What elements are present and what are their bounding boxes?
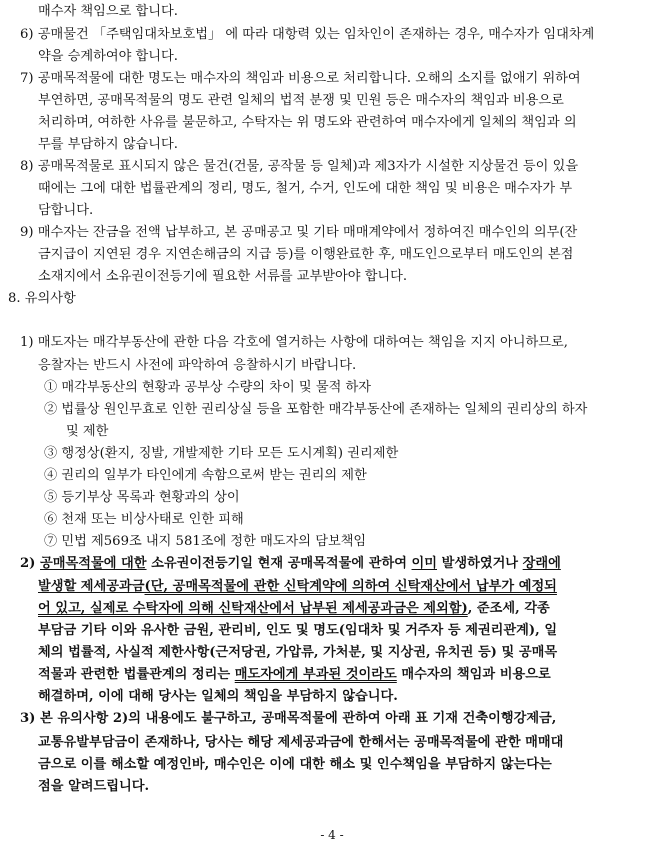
subitem-7: ⑦ 민법 제569조 내지 581조에 정한 매도자의 담보책임 — [44, 534, 367, 549]
item-6-line-1: 6) 공매물건 「주택임대차보호법」 에 따라 대항력 있는 임차인이 존재하는 경우, 매수자가 임대차계 — [20, 27, 595, 42]
item-9-line-3: 소재지에서 소유권이전등기에 필요한 서류를 교부받아야 합니다. — [38, 269, 408, 284]
item-9-line-1: 9) 매수자는 잔금을 전액 납부하고, 본 공매공고 및 기타 매매계약에서 정하여진 매수인의 의무(잔 — [20, 225, 578, 240]
plain-phrase: 적물과 관련한 법률관계의 정리는 — [38, 667, 235, 682]
underlined-phrase: 장래에 — [522, 556, 561, 571]
double-underlined-phrase: (단, 공매목적물에 관한 신탁계약에 의하여 신탁재산에서 납부가 예정되 — [144, 579, 557, 594]
subitem-1: ① 매각부동산의 현황과 공부상 수량의 차이 및 물적 하자 — [44, 380, 371, 395]
double-underlined-phrase: 어 있고, 실제로 수탁자에 의해 신탁재산에서 납부된 제세공과금은 제외함) — [38, 601, 468, 616]
item-5-continuation: 매수자 책임으로 합니다. — [38, 4, 178, 19]
notice-3-line-2: 교통유발부담금이 존재하나, 당사는 해당 제세공과금에 한해서는 공매목적물에 관한 매매대 — [38, 735, 564, 750]
item-9-line-2: 금지급이 지연된 경우 지연손해금의 지급 등)를 이행완료한 후, 매도인으로부터 매도인의 본점 — [38, 247, 574, 262]
notice-1-line-1: 1) 매도자는 매각부동산에 관한 다음 각호에 열거하는 사항에 대하여는 책임을 지지 아니하므로, — [20, 335, 568, 350]
subitem-3: ③ 행정상(환지, 징발, 개발제한 기타 모든 도시계획) 권리제한 — [44, 446, 399, 461]
underlined-phrase: 이미 — [411, 556, 438, 571]
item-8-line-1: 8) 공매목적물로 표시되지 않은 물건(건물, 공작물 등 일체)과 제3자가 시설한 지상물건 등이 있을 — [20, 159, 579, 174]
underlined-phrase: 공매목적물에 대한 — [40, 556, 147, 571]
plain-phrase: 발생하였거나 — [437, 556, 523, 571]
subitem-4: ④ 권리의 일부가 타인에게 속함으로써 받는 권리의 제한 — [44, 468, 367, 483]
subitem-6: ⑥ 천재 또는 비상사태로 인한 피해 — [44, 512, 244, 527]
subitem-2-line-2: 및 제한 — [66, 424, 109, 439]
double-underlined-phrase: 매도자에게 부과된 것이라도 — [234, 667, 397, 682]
subitem-2-line-1: ② 법률상 원인무효로 인한 권리상실 등을 포함한 매각부동산에 존재하는 일체의 권리상의 하자 — [44, 402, 588, 417]
underlined-phrase: 발생할 제세공과금 — [38, 579, 145, 594]
item-7-line-3: 처리하며, 여하한 사유를 불문하고, 수탁자는 위 명도와 관련하여 매수자에게 일체의 책임과 의 — [38, 115, 577, 130]
item-8-line-2: 때에는 그에 대한 법률관계의 정리, 명도, 철거, 수거, 인도에 대한 책임 및 비용은 매수자가 부 — [38, 181, 573, 196]
notice-3-line-3: 금으로 이를 해소할 예정인바, 매수인은 이에 대한 해소 및 인수책임을 부담하지 않는다는 — [38, 757, 552, 772]
notice-2-number: 2) — [20, 556, 41, 571]
notice-3-line-1: 3) 본 유의사항 2)의 내용에도 불구하고, 공매목적물에 관하여 아래 표 기재 건축이행강제금, — [20, 711, 557, 726]
notice-1-line-2: 응찰자는 반드시 사전에 파악하여 응찰하시기 바랍니다. — [38, 358, 357, 373]
plain-phrase: 매수자의 책임과 비용으로 — [396, 667, 551, 682]
plain-phrase: 소유권이전등기일 현재 공매목적물에 관하여 — [146, 556, 412, 571]
item-6-line-2: 약을 승계하여야 합니다. — [38, 49, 178, 64]
plain-phrase: , 준조세, 각종 — [467, 601, 550, 616]
item-7-line-1: 7) 공매목적물에 대한 명도는 매수자의 책임과 비용으로 처리합니다. 오해의 소지를 없애기 위하여 — [20, 71, 581, 86]
item-7-line-2: 부연하면, 공매목적물의 명도 관련 일체의 법적 분쟁 및 민원 등은 매수자의 책임과 비용으로 — [38, 93, 564, 108]
notice-2-line-6 — [38, 666, 551, 684]
notice-2-line-7: 해결하며, 이에 대해 당사는 일체의 책임을 부담하지 않습니다. — [38, 689, 398, 704]
notice-2-line-3 — [38, 600, 550, 618]
item-7-line-4: 무를 부담하지 않습니다. — [38, 137, 178, 152]
notice-2-line-2 — [38, 578, 557, 596]
section-heading: 8. 유의사항 — [8, 291, 76, 306]
notice-2-line-4: 부담금 기타 이와 유사한 금원, 관리비, 인도 및 명도(임대차 및 거주자 등 제권리관계), 일 — [38, 623, 558, 638]
notice-2-line-5: 체의 법률적, 사실적 제한사항(근저당권, 가압류, 가처분, 및 지상권, 유치권 등) 및 공매목 — [38, 645, 558, 660]
item-8-line-3: 담합니다. — [38, 203, 94, 218]
notice-2-line-1 — [20, 555, 561, 573]
notice-3-line-4: 점을 알려드립니다. — [38, 779, 150, 794]
page-number: - 4 - — [320, 828, 344, 842]
subitem-5: ⑤ 등기부상 목록과 현황과의 상이 — [44, 490, 240, 505]
